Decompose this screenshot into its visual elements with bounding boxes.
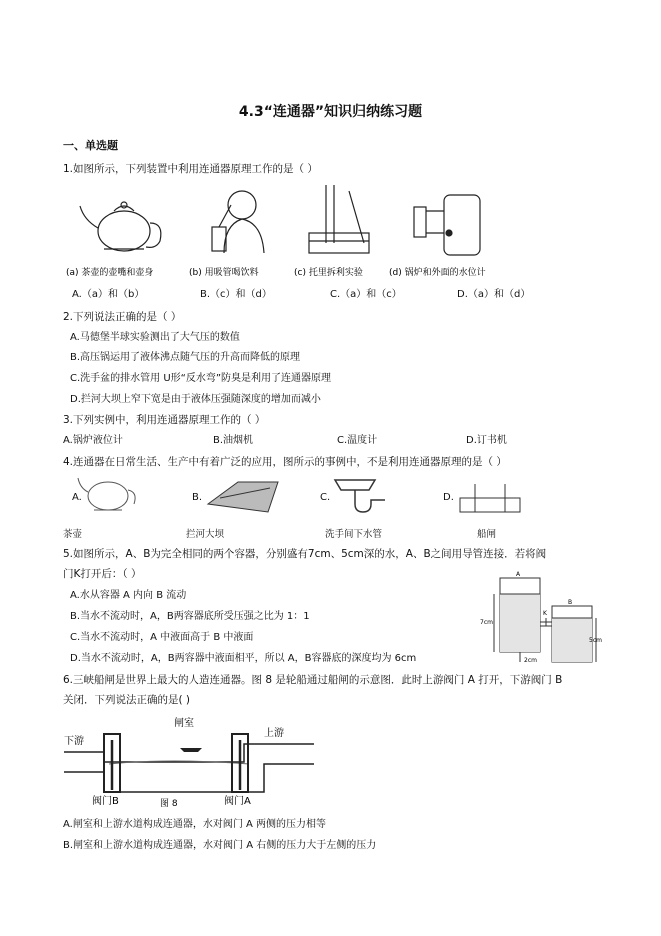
q5-option-d[interactable]: D.当水不流动时，A，B两容器中液面相平，所以 A，B容器底的深度均为 6cm — [70, 653, 417, 664]
q1-caption-c: (c) 托里拆利实验 — [294, 268, 363, 278]
q6-label-valve-a: 阀门A — [224, 796, 251, 807]
question-1-stem: 1.如图所示，下列装置中利用连通器原理工作的是（ ） — [63, 163, 318, 175]
q5-label-a: A — [516, 571, 521, 578]
question-3-stem: 3.下列实例中，利用连通器原理工作的（ ） — [63, 414, 266, 426]
q5-option-a[interactable]: A.水从容器 A 内向 B 流动 — [70, 590, 187, 601]
question-5-stem-line2: 门K打开后：（ ） — [63, 568, 142, 580]
q4-caption-d: 船闸 — [477, 529, 497, 540]
q1-option-b[interactable]: B.（c）和（d） — [200, 289, 272, 300]
q2-option-b[interactable]: B.高压锅运用了液体沸点随气压的升高而降低的原理 — [70, 352, 301, 363]
q6-option-b[interactable]: B.闸室和上游水道构成连通器，水对阀门 A 右侧的压力大于左侧的压力 — [63, 840, 377, 851]
q1-caption-d: (d) 锅炉和外面的水位计 — [389, 268, 486, 278]
q3-option-b[interactable]: B.油烟机 — [213, 435, 254, 446]
q1-caption-b: (b) 用吸管喝饮料 — [189, 268, 259, 278]
q6-label-upstream: 上游 — [264, 728, 284, 739]
q6-option-a[interactable]: A.闸室和上游水道构成连通器，水对阀门 A 两侧的压力相等 — [63, 819, 327, 830]
q6-figure-number: 图 8 — [160, 799, 178, 809]
q4-caption-b: 拦河大坝 — [186, 529, 225, 540]
question-6-figure — [64, 712, 314, 812]
q5-option-c[interactable]: C.当水不流动时，A 中液面高于 B 中液面 — [70, 632, 254, 643]
torricelli-illustration — [309, 185, 369, 253]
ship-lock-icon — [460, 484, 520, 512]
boiler-illustration — [414, 195, 480, 255]
teapot-icon — [78, 478, 135, 510]
q1-caption-a: (a) 茶壶的壶嘴和壶身 — [66, 268, 154, 278]
q5-dim-a: 7cm — [480, 619, 493, 626]
q1-option-d[interactable]: D.（a）和（d） — [457, 289, 531, 300]
q4-option-c[interactable]: C. — [320, 492, 331, 503]
dam-icon — [208, 482, 278, 512]
q4-option-a[interactable]: A. — [72, 492, 82, 503]
section-heading: 一、单选题 — [63, 139, 118, 152]
straw-drinking-illustration — [212, 191, 264, 253]
q4-option-d[interactable]: D. — [443, 492, 454, 503]
q5-label-b: B — [568, 599, 573, 606]
question-2-stem: 2.下列说法正确的是（ ） — [63, 311, 182, 323]
q2-option-a[interactable]: A.马德堡半球实验测出了大气压的数值 — [70, 332, 240, 343]
q5-label-k: K — [543, 610, 547, 617]
question-6-stem-line1: 6.三峡船闸是世界上最大的人造连通器。图 8 是轮船通过船闸的示意图．此时上游阀门 A 打开，下游阀门 B — [63, 674, 563, 686]
q3-option-c[interactable]: C.温度计 — [337, 435, 378, 446]
q2-option-c[interactable]: C.洗手盆的排水管用 U形“反水弯”防臭是利用了连通器原理 — [70, 373, 332, 384]
q3-option-d[interactable]: D.订书机 — [466, 435, 507, 446]
q1-option-c[interactable]: C.（a）和（c） — [330, 289, 402, 300]
q2-option-d[interactable]: D.拦河大坝上窄下宽是由于液体压强随深度的增加而减小 — [70, 394, 321, 405]
q6-label-chamber: 闸室 — [174, 718, 194, 729]
q4-caption-a: 茶壶 — [63, 529, 83, 540]
q5-dim-b: 5cm — [589, 637, 602, 644]
teapot-illustration — [80, 202, 161, 251]
q5-dim-base: 2cm — [524, 657, 537, 664]
q4-option-b[interactable]: B. — [192, 492, 203, 503]
q5-option-b[interactable]: B.当水不流动时，A，B两容器底所受压强之比为 1：1 — [70, 611, 310, 622]
question-6-stem-line2: 关闭．下列说法正确的是( ) — [63, 694, 191, 706]
question-5-stem-line1: 5.如图所示，A、B为完全相同的两个容器，分别盛有7cm、5cm深的水，A、B之间用导管连接．若将阀 — [63, 548, 547, 560]
q6-label-downstream: 下游 — [64, 736, 84, 747]
q6-label-valve-b: 阀门B — [92, 796, 119, 807]
q1-option-a[interactable]: A.（a）和（b） — [72, 289, 145, 300]
question-1-figure — [64, 183, 509, 283]
page-title: 4.3“连通器”知识归纳练习题 — [238, 104, 423, 120]
drain-pipe-icon — [335, 480, 385, 512]
q4-caption-c: 洗手间下水管 — [325, 529, 383, 540]
q3-option-a[interactable]: A.锅炉液位计 — [63, 435, 123, 446]
question-5-figure — [482, 570, 602, 668]
question-4-stem: 4.连通器在日常生活、生产中有着广泛的应用，图所示的事例中，不是利用连通器原理的是（ ） — [63, 456, 507, 468]
question-4-figures — [80, 474, 530, 524]
